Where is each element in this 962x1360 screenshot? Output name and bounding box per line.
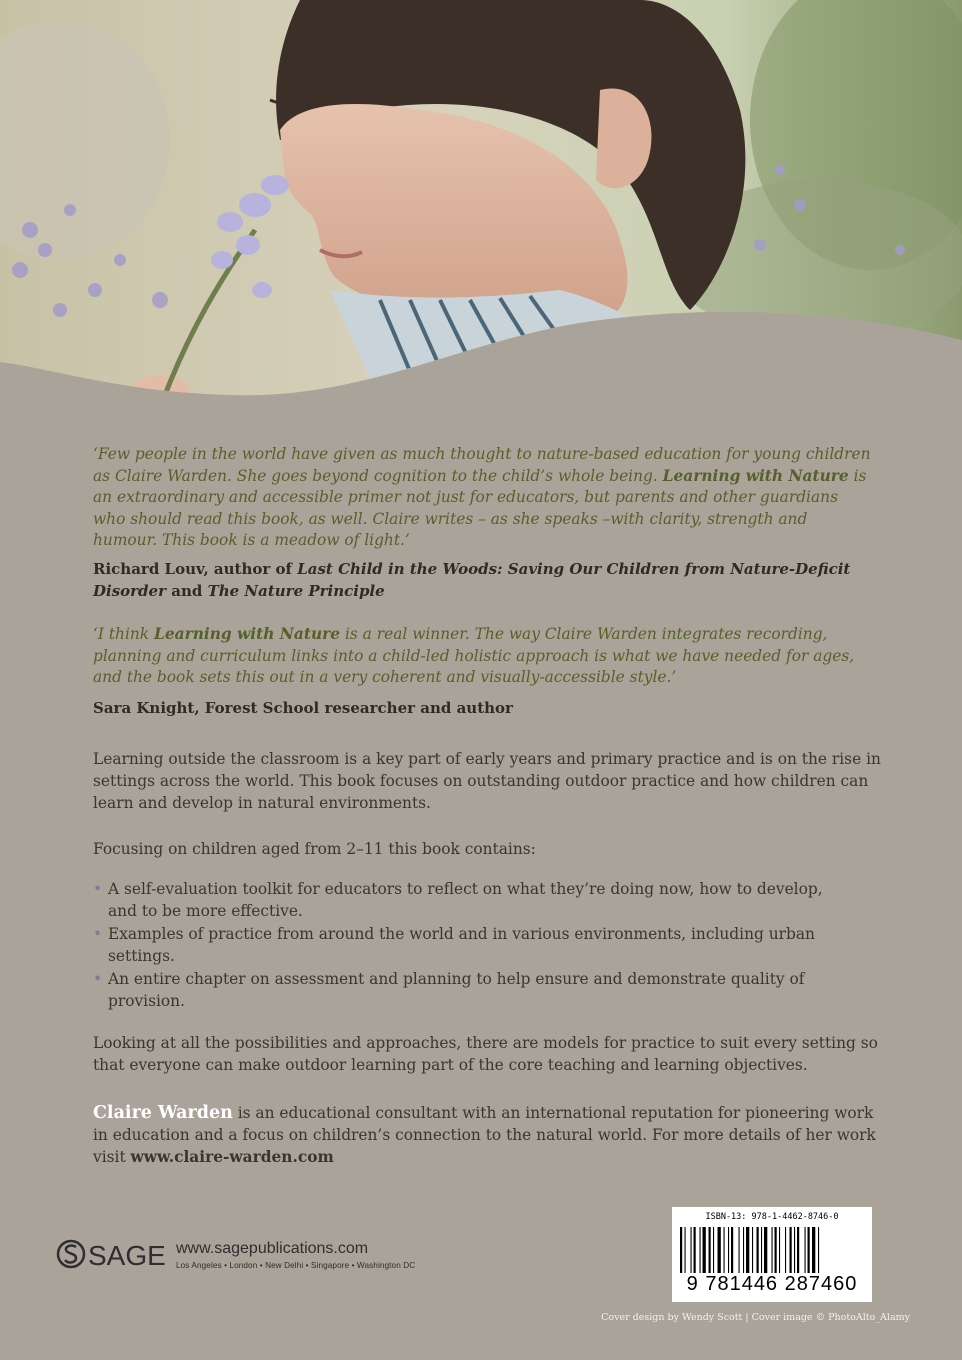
barcode-bar (691, 1227, 692, 1273)
list-item (93, 923, 853, 967)
features-list (93, 878, 853, 1013)
barcode-bar (790, 1227, 792, 1273)
description-lead-in: Focusing on children aged from 2–11 this book contains: (93, 840, 536, 858)
barcode-bar (761, 1227, 762, 1273)
barcode-bar (713, 1227, 714, 1273)
barcode-bar (797, 1227, 799, 1273)
attribution-louv-book1: Last Child in the Woods: Saving Our Children from Nature-Deficit Disorder (93, 560, 851, 600)
barcode-bar (805, 1227, 806, 1273)
barcode-bar (757, 1227, 759, 1273)
description-closing: Looking at all the possibilities and approaches, there are models for practice to suit every setting so that everyone can make outdoor learning part of the core teaching and learning objectives. (93, 1034, 878, 1074)
bullet-icon: • (93, 880, 103, 898)
quote-knight-text-b: is a real winner. The way Claire Warden integrates recording, planning and curriculum links into a child-led holistic approach is what we have needed for ages, and the book sets this out in a very coherent and visually-accessible style.’ (93, 625, 855, 686)
barcode-bars (678, 1227, 866, 1275)
barcode-bar (743, 1227, 744, 1273)
quote-knight (93, 624, 873, 689)
barcode-bar (739, 1227, 740, 1273)
barcode-bar (746, 1227, 749, 1273)
barcode-bar (818, 1227, 819, 1273)
attribution-knight: Sara Knight, Forest School researcher and author (93, 699, 513, 717)
barcode-bar (812, 1227, 815, 1273)
quote-louv-text-a: ‘Few people in the world have given as much thought to nature-based education for young children as Claire Warden. She goes beyond cognition to the child’s whole being. (93, 445, 871, 485)
barcode-bar (752, 1227, 753, 1273)
isbn-label: ISBN-13: 978-1-4462-8746-0 (705, 1212, 839, 1222)
list-item-text: An entire chapter on assessment and planning to help ensure and demonstrate quality of provision. (108, 970, 805, 1010)
barcode-bar (709, 1227, 711, 1273)
barcode-bar (700, 1227, 701, 1273)
barcode-bar (808, 1227, 810, 1273)
barcode-bar (718, 1227, 721, 1273)
list-item (93, 968, 853, 1012)
quote-louv (93, 444, 873, 552)
attribution-louv-joiner: and (166, 582, 208, 600)
attribution-louv (93, 558, 883, 602)
barcode-bar (703, 1227, 706, 1273)
barcode-bar (794, 1227, 795, 1273)
attribution-louv-prefix: Richard Louv, author of (93, 560, 298, 578)
barcode-bar (764, 1227, 767, 1273)
barcode-bar (779, 1227, 780, 1273)
publisher-url[interactable]: www.sagepublications.com (176, 1240, 369, 1257)
author-website-link[interactable]: www.claire-warden.com (130, 1148, 334, 1166)
barcode-bar (772, 1227, 773, 1273)
sage-logo-text: SAGE (88, 1240, 166, 1271)
cover-credits: Cover design by Wendy Scott | Cover image © PhotoAlto_Alamy (601, 1312, 910, 1323)
quote-knight-book-title: Learning with Nature (154, 625, 341, 643)
author-bio-text: is an educational consultant with an international reputation for pioneering work in education and a focus on children’s connection to the natural world. For more details of her work visit (93, 1104, 876, 1166)
barcode-bar (724, 1227, 725, 1273)
barcode-bar (785, 1227, 786, 1273)
sage-logo (56, 1237, 168, 1271)
attribution-louv-book2: The Nature Principle (207, 582, 385, 600)
barcode (672, 1207, 872, 1302)
author-bio (93, 1102, 883, 1168)
list-item-text: A self-evaluation toolkit for educators to reflect on what they’re doing now, how to develop, and to be more effective. (108, 880, 823, 920)
list-item (93, 878, 853, 922)
quote-louv-book-title: Learning with Nature (662, 466, 849, 485)
barcode-bar (694, 1227, 696, 1273)
list-item-text: Examples of practice from around the world and in various environments, including urban settings. (108, 925, 815, 965)
author-name: Claire Warden (93, 1103, 233, 1123)
barcode-bar (728, 1227, 729, 1273)
barcode-digits: 9 781446 287460 (686, 1273, 858, 1295)
barcode-bar (775, 1227, 777, 1273)
cover-photo (0, 0, 962, 430)
barcode-bar (680, 1227, 682, 1273)
description-intro: Learning outside the classroom is a key part of early years and primary practice and is on the rise in settings across the world. This book focuses on outstanding outdoor practice and how children can learn and develop in natural environments. (93, 750, 881, 812)
bullet-icon: • (93, 970, 103, 988)
barcode-bar (731, 1227, 733, 1273)
publisher-cities: Los Angeles • London • New Delhi • Singapore • Washington DC (176, 1261, 416, 1270)
bullet-icon: • (93, 925, 103, 943)
barcode-bar (685, 1227, 686, 1273)
quote-knight-text-a: ‘I think (93, 625, 155, 643)
quote-louv-text-b: is an extraordinary and accessible primer not just for educators, but parents and other guardians who should read this book, as well. Claire writes – as she speaks –with clarity, strength and humour. This book is a meadow of light.’ (93, 466, 867, 549)
